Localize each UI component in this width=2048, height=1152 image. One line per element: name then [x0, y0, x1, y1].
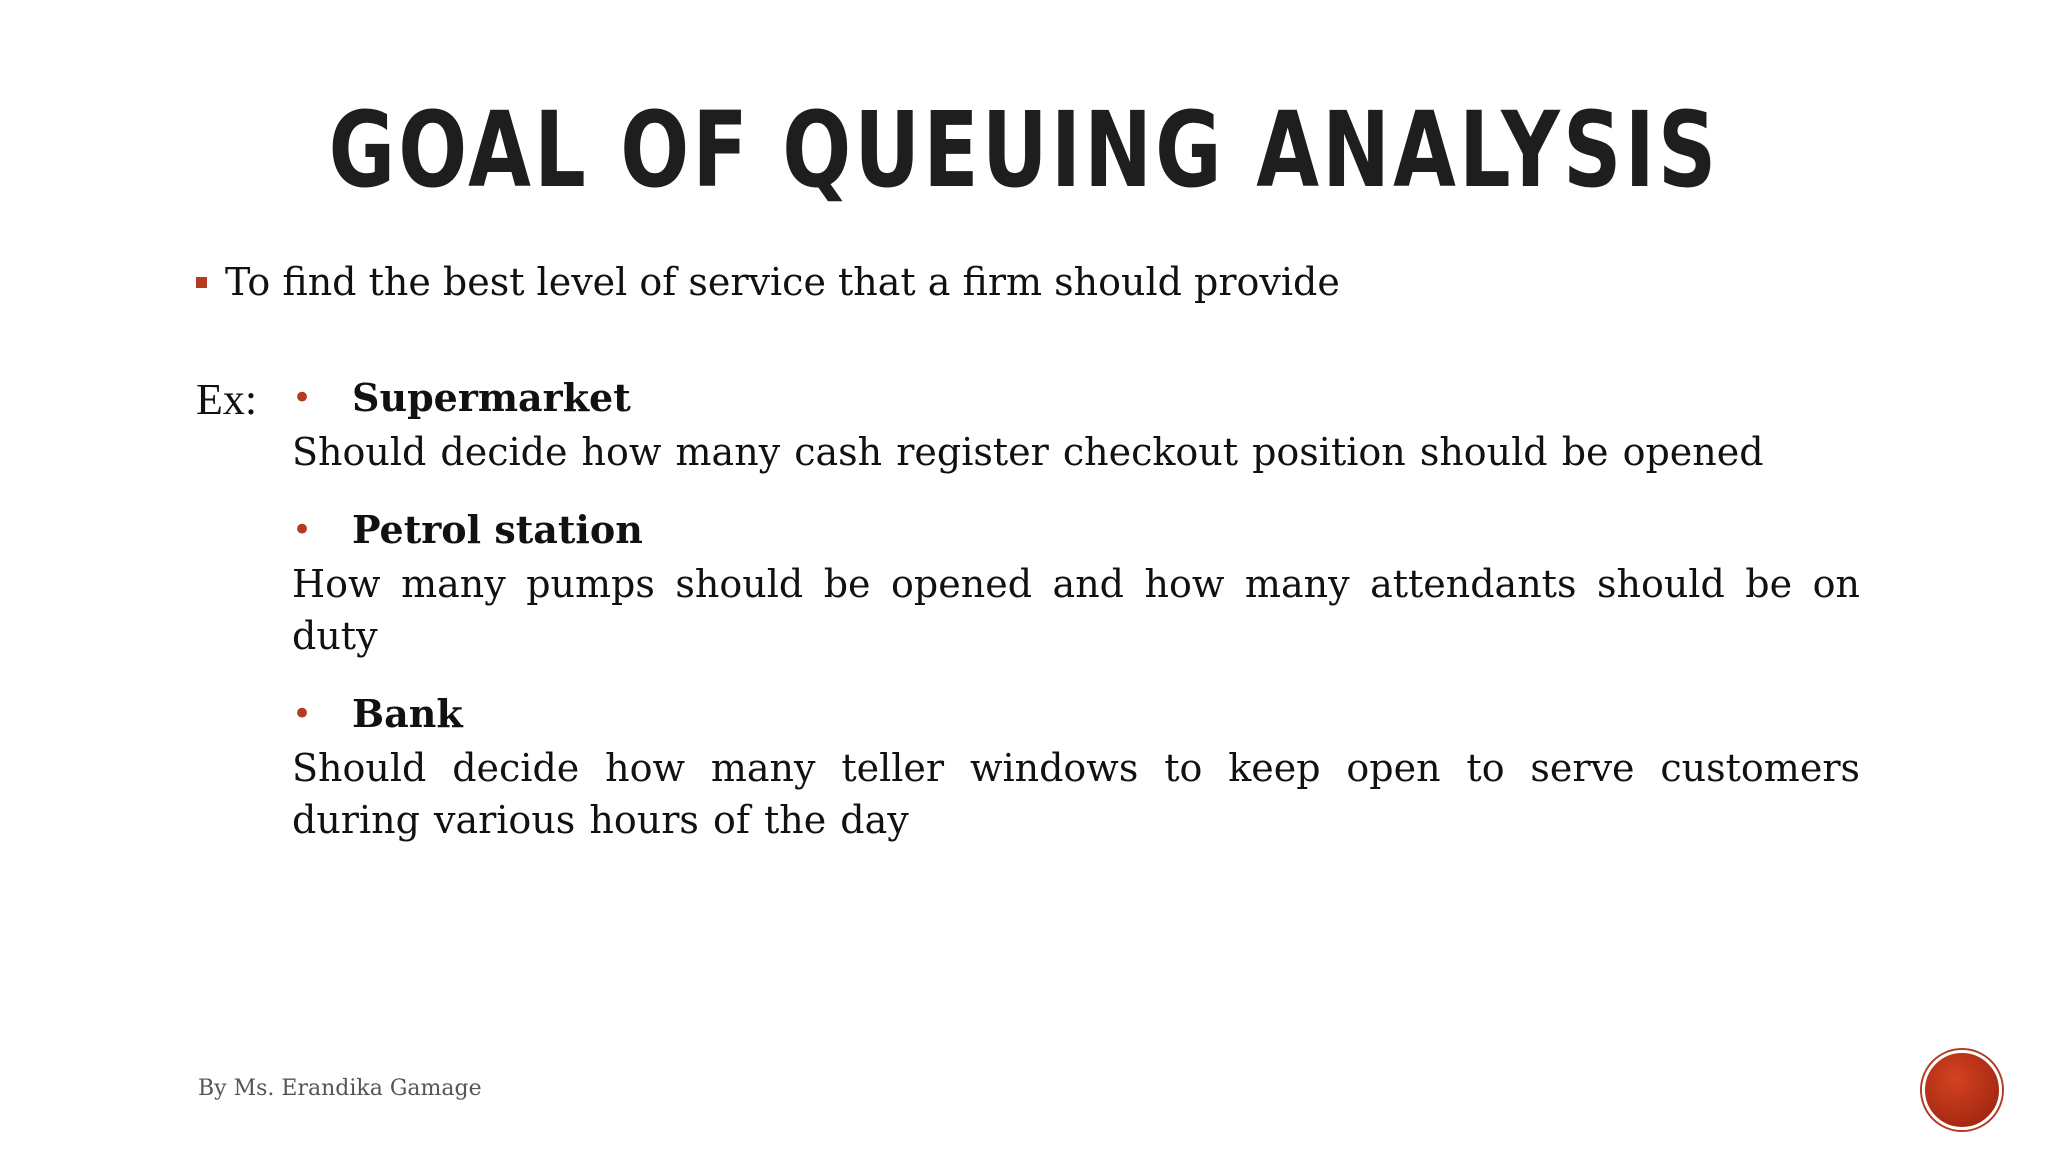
example-name: Petrol station	[352, 507, 643, 552]
main-bullet-text: To find the best level of service that a firm should provide	[225, 260, 1340, 304]
example-item	[292, 370, 1860, 478]
example-name: Supermarket	[352, 375, 631, 420]
decorative-circle-icon	[1922, 1050, 2002, 1130]
example-item	[292, 686, 1860, 846]
bullet-dot-icon: •	[292, 510, 313, 550]
bullet-dot-icon: •	[292, 694, 313, 734]
ex-label: Ex:	[196, 375, 258, 424]
main-bullet	[196, 254, 1340, 310]
bullet-dot-icon: •	[292, 378, 313, 418]
example-description: How many pumps should be opened and how many attendants should be on duty	[292, 562, 1860, 658]
example-name: Bank	[352, 691, 463, 736]
footer-author: By Ms. Erandika Gamage	[198, 1076, 482, 1101]
example-item	[292, 502, 1860, 662]
square-bullet-icon	[196, 277, 207, 288]
slide-title: GOAL OF QUEUING ANALYSIS	[328, 89, 1720, 211]
example-description: Should decide how many teller windows to keep open to serve customers during various hours of the day	[292, 746, 1860, 842]
examples-list	[292, 370, 1860, 870]
example-description: Should decide how many cash register checkout position should be opened	[292, 430, 1764, 474]
